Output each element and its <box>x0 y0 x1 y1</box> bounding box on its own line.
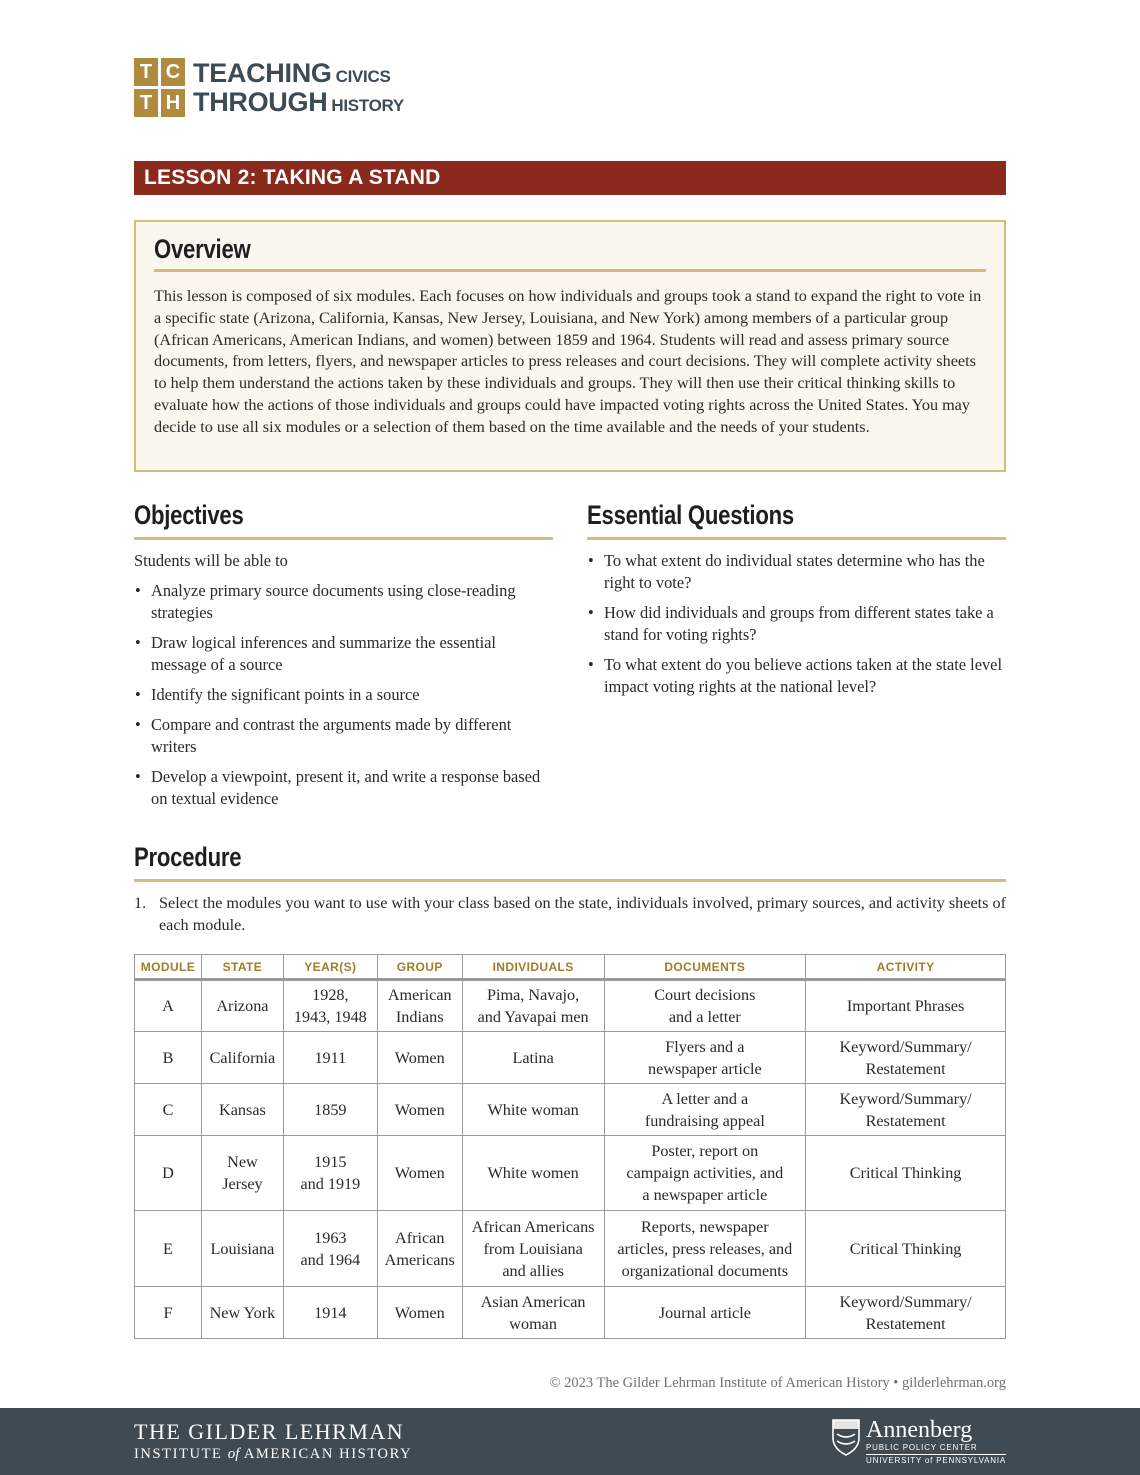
essential-questions-rule <box>587 537 1006 540</box>
state-cell: Arizona <box>201 980 283 1032</box>
individuals-cell: White woman <box>462 1084 604 1136</box>
annenberg-center: PUBLIC POLICY CENTER <box>866 1443 978 1452</box>
tcth-logo-mark <box>134 58 185 117</box>
years-cell: 1911 <box>283 1032 377 1084</box>
group-cell: Women <box>377 1287 462 1339</box>
documents-cell: Reports, newspaper articles, press releases, and organizational documents <box>604 1211 806 1287</box>
logo-word-through: THROUGH <box>193 86 328 117</box>
state-cell: New York <box>201 1287 283 1339</box>
logo-word-civics: CIVICS <box>335 66 391 86</box>
modules-table <box>134 954 1006 1339</box>
state-cell: Louisiana <box>201 1211 283 1287</box>
module-cell: F <box>135 1287 202 1339</box>
procedure-section <box>134 842 1006 882</box>
years-cell: 1859 <box>283 1084 377 1136</box>
state-cell: New Jersey <box>201 1136 283 1211</box>
gilder-lehrman-name: THE GILDER LEHRMAN <box>134 1419 405 1444</box>
individuals-cell: Asian American woman <box>462 1287 604 1339</box>
documents-cell: Journal article <box>604 1287 806 1339</box>
logo-cell-t2: T <box>134 89 158 117</box>
group-cell: Women <box>377 1136 462 1211</box>
column-header-documents: DOCUMENTS <box>604 955 806 980</box>
individuals-cell: Latina <box>462 1032 604 1084</box>
gilder-subtitle-part: AMERICAN HISTORY <box>239 1446 413 1462</box>
procedure-step-number: 1. <box>134 894 147 912</box>
objectives-intro: Students will be able to <box>134 551 288 570</box>
activity-cell: Keyword/Summary/ Restatement <box>806 1287 1006 1339</box>
objectives-heading: Objectives <box>134 500 244 530</box>
column-header-module: MODULE <box>135 955 202 980</box>
copyright-line: © 2023 The Gilder Lehrman Institute of American History • gilderlehrman.org <box>549 1375 1006 1391</box>
module-cell: E <box>135 1211 202 1287</box>
individuals-cell: White women <box>462 1136 604 1211</box>
table-row <box>135 980 1006 1032</box>
objectives-list <box>134 580 553 810</box>
essential-questions-section <box>587 500 1006 706</box>
overview-rule <box>154 269 986 272</box>
documents-cell: Poster, report on campaign activities, and a newspaper article <box>604 1136 806 1211</box>
group-cell: African Americans <box>377 1211 462 1287</box>
individuals-cell: Pima, Navajo, and Yavapai men <box>462 980 604 1032</box>
lesson-title-bar: LESSON 2: TAKING A STAND <box>134 161 1006 195</box>
gilder-subtitle-of: of <box>227 1446 240 1462</box>
column-header-years: YEAR(S) <box>283 955 377 980</box>
state-cell: Kansas <box>201 1084 283 1136</box>
table-row <box>135 1084 1006 1136</box>
table-row <box>135 1136 1006 1211</box>
years-cell: 1928, 1943, 1948 <box>283 980 377 1032</box>
objective-item: • Analyze primary source documents using close-reading strategies <box>134 580 553 624</box>
group-cell: American Indians <box>377 980 462 1032</box>
column-header-individuals: INDIVIDUALS <box>462 955 604 980</box>
tcth-logo-wordmark <box>193 57 404 117</box>
overview-box <box>134 220 1006 472</box>
overview-heading: Overview <box>154 234 251 264</box>
logo-cell-h: H <box>161 89 185 117</box>
group-cell: Women <box>377 1084 462 1136</box>
gilder-lehrman-subtitle <box>134 1447 412 1462</box>
table-body <box>135 980 1006 1339</box>
column-header-group: GROUP <box>377 955 462 980</box>
question-item: • To what extent do you believe actions taken at the state level impact voting rights at the national level? <box>587 654 1006 698</box>
annenberg-logo <box>831 1418 1006 1465</box>
overview-text: This lesson is composed of six modules. Each focuses on how individuals and groups took a stand to expand the right to vote in a specific state (Arizona, California, Kansas, New Jersey, Louisiana, and New York) among members of a particular group (African Americans, American Indians, and women) between 1859 and 1964. Students will read and assess primary source documents, from letters, flyers, and newspaper articles to press releases and court decisions. They will complete activity sheets to help them understand the actions taken by these individuals and groups. They will then use their critical thinking skills to evaluate how the actions of those individuals and groups could have impacted voting rights across the United States. You may decide to use all six modules or a selection of them based on the time available and the needs of your students. <box>154 287 982 436</box>
essential-questions-list <box>587 550 1006 698</box>
logo-cell-t1: T <box>134 58 158 86</box>
annenberg-university: UNIVERSITY of PENNSYLVANIA <box>866 1456 1006 1465</box>
footer-bar <box>0 1408 1140 1475</box>
state-cell: California <box>201 1032 283 1084</box>
penn-shield-icon <box>831 1418 861 1456</box>
column-header-activity: ACTIVITY <box>806 955 1006 980</box>
essential-questions-heading: Essential Questions <box>587 500 794 530</box>
table-row <box>135 1211 1006 1287</box>
activity-cell: Critical Thinking <box>806 1136 1006 1211</box>
module-cell: B <box>135 1032 202 1084</box>
activity-cell: Important Phrases <box>806 980 1006 1032</box>
tcth-logo <box>134 58 404 117</box>
objectives-rule <box>134 537 553 540</box>
logo-cell-c: C <box>161 58 185 86</box>
objective-item: • Draw logical inferences and summarize the essential message of a source <box>134 632 553 676</box>
table-row <box>135 1287 1006 1339</box>
table-header-row <box>135 955 1006 980</box>
gilder-subtitle-part: INSTITUTE <box>134 1446 228 1462</box>
activity-cell: Critical Thinking <box>806 1211 1006 1287</box>
group-cell: Women <box>377 1032 462 1084</box>
objectives-section <box>134 500 553 818</box>
activity-cell: Keyword/Summary/ Restatement <box>806 1032 1006 1084</box>
logo-word-teaching: TEACHING <box>193 57 332 88</box>
years-cell: 1963 and 1964 <box>283 1211 377 1287</box>
module-cell: A <box>135 980 202 1032</box>
procedure-heading: Procedure <box>134 842 242 872</box>
table-row <box>135 1032 1006 1084</box>
years-cell: 1915 and 1919 <box>283 1136 377 1211</box>
gilder-lehrman-logo <box>134 1421 412 1462</box>
procedure-step-1 <box>134 892 1006 936</box>
module-cell: D <box>135 1136 202 1211</box>
question-item: • To what extent do individual states determine who has the right to vote? <box>587 550 1006 594</box>
objective-item: • Develop a viewpoint, present it, and write a response based on textual evidence <box>134 766 553 810</box>
activity-cell: Keyword/Summary/ Restatement <box>806 1084 1006 1136</box>
objective-item: • Identify the significant points in a source <box>134 684 553 706</box>
module-cell: C <box>135 1084 202 1136</box>
procedure-rule <box>134 879 1006 882</box>
question-item: • How did individuals and groups from different states take a stand for voting rights? <box>587 602 1006 646</box>
objective-item: • Compare and contrast the arguments made by different writers <box>134 714 553 758</box>
annenberg-name: Annenberg <box>866 1417 973 1443</box>
documents-cell: Flyers and a newspaper article <box>604 1032 806 1084</box>
documents-cell: Court decisions and a letter <box>604 980 806 1032</box>
documents-cell: A letter and a fundraising appeal <box>604 1084 806 1136</box>
logo-word-history: HISTORY <box>331 95 404 115</box>
individuals-cell: African Americans from Louisiana and allies <box>462 1211 604 1287</box>
years-cell: 1914 <box>283 1287 377 1339</box>
column-header-state: STATE <box>201 955 283 980</box>
procedure-step-text: Select the modules you want to use with your class based on the state, individuals involved, primary sources, and activity sheets of each module. <box>159 894 1006 934</box>
